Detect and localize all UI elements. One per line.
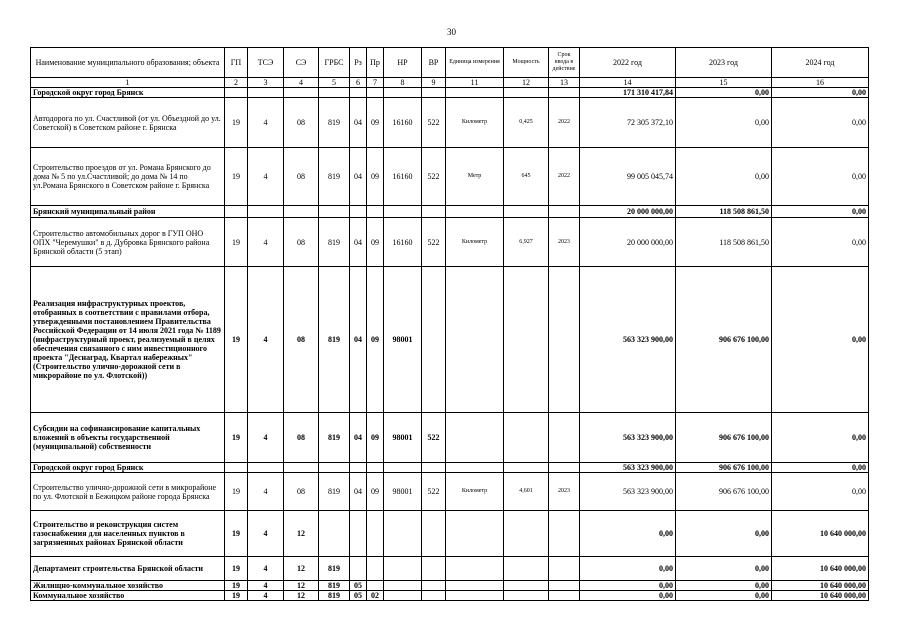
table-row [31, 413, 869, 463]
table-cell: 4 [248, 557, 284, 581]
table-cell [422, 557, 446, 581]
table-cell: 4 [248, 148, 284, 206]
row-name-cell: Городской округ город Брянск [31, 463, 225, 473]
table-cell: 04 [350, 98, 367, 148]
table-cell [422, 267, 446, 413]
table-cell [384, 88, 422, 98]
table-cell [319, 463, 350, 473]
table-cell: 2022 [549, 148, 580, 206]
table-cell: 4,601 [504, 473, 549, 511]
table-cell [446, 463, 504, 473]
table-cell: 906 676 100,00 [676, 267, 772, 413]
row-name-cell: Реализация инфраструктурных проектов, отобранных в соответствии с правилами отбора, утвержденными постановлением Правительства Российской Федерации от 14 июля 2021 года № 1189 (инфраструктурный проект, реализуемый в целях обеспечения связанного с ним инвестиционного проекта "Деснаград, Квартал набережных" (Строительство улично-дорожной сети в микрорайоне по ул. Флотской)) [31, 267, 225, 413]
column-header: Пр [367, 48, 384, 78]
table-cell: 09 [367, 473, 384, 511]
table-cell [422, 463, 446, 473]
table-cell [549, 88, 580, 98]
table-cell: 4 [248, 591, 284, 601]
row-name-cell: Строительство улично-дорожной сети в микрорайоне по ул. Флотской в Бежицком районе города Брянска [31, 473, 225, 511]
column-header: Единица измерения [446, 48, 504, 78]
table-cell [284, 463, 319, 473]
table-cell: 2022 [549, 98, 580, 148]
table-cell [225, 206, 248, 218]
table-cell: 08 [284, 267, 319, 413]
row-name-cell: Автодорога по ул. Счастливой (от ул. Объездной до ул. Советской) в Советском районе г. Брянска [31, 98, 225, 148]
row-name-cell: Жилищно-коммунальное хозяйство [31, 581, 225, 591]
table-cell [367, 206, 384, 218]
table-row [31, 98, 869, 148]
table-cell: 0,00 [772, 473, 869, 511]
table-cell: 10 640 000,00 [772, 591, 869, 601]
table-cell: 522 [422, 473, 446, 511]
table-row [31, 591, 869, 601]
column-header: Срок ввода в действие [549, 48, 580, 78]
column-header: 2022 год [580, 48, 676, 78]
table-cell [446, 511, 504, 557]
table-cell [504, 511, 549, 557]
table-row [31, 267, 869, 413]
table-cell: 08 [284, 218, 319, 267]
column-header: ГРБС [319, 48, 350, 78]
table-cell: 20 000 000,00 [580, 206, 676, 218]
table-cell [319, 511, 350, 557]
table-cell [384, 591, 422, 601]
table-row [31, 557, 869, 581]
table-cell: 19 [225, 148, 248, 206]
table-cell [422, 206, 446, 218]
table-cell: 09 [367, 98, 384, 148]
table-row [31, 148, 869, 206]
column-number: 15 [676, 78, 772, 88]
table-cell: 2023 [549, 218, 580, 267]
table-cell [384, 581, 422, 591]
table-cell [504, 413, 549, 463]
table-cell: 4 [248, 218, 284, 267]
table-cell: 819 [319, 267, 350, 413]
row-name-cell: Строительство автомобильных дорог в ГУП ОНО ОПХ "Черемушки" в д. Дубровка Брянского района Брянской области (5 этап) [31, 218, 225, 267]
table-cell: 10 640 000,00 [772, 511, 869, 557]
table-row [31, 206, 869, 218]
table-cell [504, 463, 549, 473]
table-cell: 819 [319, 591, 350, 601]
table-cell [319, 88, 350, 98]
table-cell: 09 [367, 413, 384, 463]
table-cell: 118 508 861,50 [676, 206, 772, 218]
table-cell [446, 267, 504, 413]
table-cell: 04 [350, 148, 367, 206]
table-cell [384, 511, 422, 557]
table-cell: 522 [422, 413, 446, 463]
table-cell: 98001 [384, 473, 422, 511]
table-cell: 99 005 045,74 [580, 148, 676, 206]
table-cell: 563 323 900,00 [580, 267, 676, 413]
column-number: 8 [384, 78, 422, 88]
table-cell [384, 206, 422, 218]
table-cell: 0,00 [676, 511, 772, 557]
table-cell: 6,927 [504, 218, 549, 267]
column-number: 11 [446, 78, 504, 88]
table-cell [350, 511, 367, 557]
table-cell: 4 [248, 511, 284, 557]
table-cell: 98001 [384, 267, 422, 413]
table-cell: Метр [446, 148, 504, 206]
table-cell: 12 [284, 591, 319, 601]
table-cell: 19 [225, 267, 248, 413]
column-number: 1 [31, 78, 225, 88]
table-cell: 0,00 [676, 98, 772, 148]
table-cell: 819 [319, 473, 350, 511]
table-cell [504, 581, 549, 591]
column-number: 14 [580, 78, 676, 88]
table-cell: 819 [319, 98, 350, 148]
table-cell: 09 [367, 267, 384, 413]
row-name-cell: Брянский муниципальный район [31, 206, 225, 218]
column-number: 13 [549, 78, 580, 88]
table-cell [384, 463, 422, 473]
table-cell: Километр [446, 218, 504, 267]
table-cell: 0,425 [504, 98, 549, 148]
table-cell [549, 206, 580, 218]
table-cell: 819 [319, 148, 350, 206]
table-cell: 16160 [384, 218, 422, 267]
table-cell: 118 508 861,50 [676, 218, 772, 267]
table-cell [284, 88, 319, 98]
column-header: 2023 год [676, 48, 772, 78]
table-cell [248, 88, 284, 98]
table-cell [446, 206, 504, 218]
table-cell [549, 267, 580, 413]
table-cell: 522 [422, 98, 446, 148]
table-cell [446, 88, 504, 98]
table-cell: 09 [367, 148, 384, 206]
table-cell [319, 206, 350, 218]
table-cell: 0,00 [580, 591, 676, 601]
table-cell: 08 [284, 148, 319, 206]
table-row [31, 218, 869, 267]
table-cell: 10 640 000,00 [772, 581, 869, 591]
table-cell [248, 206, 284, 218]
column-number: 16 [772, 78, 869, 88]
table-cell [504, 267, 549, 413]
table-cell: 0,00 [772, 218, 869, 267]
column-number: 5 [319, 78, 350, 88]
column-header: Рз [350, 48, 367, 78]
column-header: Наименование муниципального образования; объекта [31, 48, 225, 78]
table-body [31, 88, 869, 601]
table-cell: 08 [284, 413, 319, 463]
table-cell: 19 [225, 98, 248, 148]
table-cell: 0,00 [580, 511, 676, 557]
table-cell: 05 [350, 581, 367, 591]
column-number: 3 [248, 78, 284, 88]
table-cell: 19 [225, 557, 248, 581]
table-cell: 19 [225, 591, 248, 601]
table-cell: 819 [319, 557, 350, 581]
table-cell: 12 [284, 511, 319, 557]
table-cell: 0,00 [772, 267, 869, 413]
table-cell: 19 [225, 473, 248, 511]
table-cell: 4 [248, 267, 284, 413]
table-cell: 04 [350, 473, 367, 511]
table-cell [446, 581, 504, 591]
table-cell: 2023 [549, 473, 580, 511]
table-cell [350, 463, 367, 473]
table-cell: Километр [446, 473, 504, 511]
row-name-cell: Городской округ город Брянск [31, 88, 225, 98]
column-header: ГП [225, 48, 248, 78]
column-header: ВР [422, 48, 446, 78]
table-cell [549, 463, 580, 473]
column-header: СЭ [284, 48, 319, 78]
table-cell: 04 [350, 413, 367, 463]
column-number: 9 [422, 78, 446, 88]
table-cell: 4 [248, 413, 284, 463]
table-cell [422, 511, 446, 557]
table-cell: 0,00 [676, 148, 772, 206]
table-cell: 12 [284, 581, 319, 591]
table-cell [504, 557, 549, 581]
table-cell: 09 [367, 218, 384, 267]
column-number: 2 [225, 78, 248, 88]
table-row [31, 511, 869, 557]
table-cell [367, 88, 384, 98]
column-number: 7 [367, 78, 384, 88]
table-cell: 0,00 [772, 206, 869, 218]
column-header: ТСЭ [248, 48, 284, 78]
table-cell: 0,00 [772, 413, 869, 463]
table-cell [350, 557, 367, 581]
table-cell: 0,00 [772, 98, 869, 148]
table-cell [549, 581, 580, 591]
column-number: 4 [284, 78, 319, 88]
table-cell: 819 [319, 218, 350, 267]
column-header: 2024 год [772, 48, 869, 78]
budget-table [30, 47, 869, 601]
table-cell: 05 [350, 591, 367, 601]
table-cell: 563 323 900,00 [580, 463, 676, 473]
table-cell: 0,00 [580, 557, 676, 581]
table-cell: 19 [225, 581, 248, 591]
column-header: НР [384, 48, 422, 78]
column-number: 12 [504, 78, 549, 88]
table-cell: 02 [367, 591, 384, 601]
table-cell: 563 323 900,00 [580, 413, 676, 463]
table-cell: 819 [319, 581, 350, 591]
table-cell: 4 [248, 473, 284, 511]
table-cell: 04 [350, 218, 367, 267]
table-cell: 0,00 [676, 591, 772, 601]
table-cell: 08 [284, 473, 319, 511]
table-cell: 0,00 [772, 148, 869, 206]
table-row [31, 581, 869, 591]
table-cell: 19 [225, 511, 248, 557]
row-name-cell: Субсидии на софинансирование капитальных вложений в объекты государственной (муниципальной) собственности [31, 413, 225, 463]
table-cell: 16160 [384, 98, 422, 148]
table-cell [446, 413, 504, 463]
table-cell: 12 [284, 557, 319, 581]
table-cell [367, 557, 384, 581]
table-cell [549, 557, 580, 581]
table-cell [367, 463, 384, 473]
table-cell [422, 591, 446, 601]
table-cell: 522 [422, 148, 446, 206]
table-row [31, 473, 869, 511]
table-cell: 0,00 [580, 581, 676, 591]
table-cell: 645 [504, 148, 549, 206]
table-cell [504, 88, 549, 98]
table-cell: 4 [248, 98, 284, 148]
table-cell: 906 676 100,00 [676, 413, 772, 463]
table-cell: 0,00 [772, 463, 869, 473]
table-cell [422, 581, 446, 591]
table-cell [549, 413, 580, 463]
table-cell [248, 463, 284, 473]
table-cell: 16160 [384, 148, 422, 206]
table-cell: 522 [422, 218, 446, 267]
table-cell [384, 557, 422, 581]
header-row [31, 48, 869, 78]
table-cell: 10 640 000,00 [772, 557, 869, 581]
table-row [31, 463, 869, 473]
table-cell: 906 676 100,00 [676, 463, 772, 473]
row-name-cell: Коммунальное хозяйство [31, 591, 225, 601]
table-cell [284, 206, 319, 218]
table-cell: 563 323 900,00 [580, 473, 676, 511]
table-cell: 906 676 100,00 [676, 473, 772, 511]
row-name-cell: Строительство и реконструкция систем газоснабжения для населенных пунктов в загрязненных районах Брянской области [31, 511, 225, 557]
table-cell [446, 557, 504, 581]
table-cell [422, 88, 446, 98]
column-numbers-row [31, 78, 869, 88]
table-cell: 0,00 [676, 581, 772, 591]
column-header: Мощность [504, 48, 549, 78]
table-cell [367, 581, 384, 591]
table-cell: 04 [350, 267, 367, 413]
table-cell [549, 511, 580, 557]
table-cell [446, 591, 504, 601]
table-cell: 171 310 417,84 [580, 88, 676, 98]
table-cell [549, 591, 580, 601]
table-cell: 98001 [384, 413, 422, 463]
table-cell: 20 000 000,00 [580, 218, 676, 267]
page-number: 30 [447, 27, 456, 37]
table-cell [504, 591, 549, 601]
table-cell [225, 88, 248, 98]
table-cell [225, 463, 248, 473]
column-number: 6 [350, 78, 367, 88]
table-cell [367, 511, 384, 557]
table-cell [350, 206, 367, 218]
table-cell [504, 206, 549, 218]
row-name-cell: Департамент строительства Брянской области [31, 557, 225, 581]
row-name-cell: Строительство проездов от ул. Романа Брянского до дома № 5 по ул.Счастливой; до дома № 14 по ул.Романа Брянского в Советском районе г. Брянска [31, 148, 225, 206]
table-cell [350, 88, 367, 98]
table-cell: 72 305 372,10 [580, 98, 676, 148]
table-cell: 0,00 [676, 88, 772, 98]
table-cell: 08 [284, 98, 319, 148]
table-cell: 819 [319, 413, 350, 463]
table-cell: 4 [248, 581, 284, 591]
table-row [31, 88, 869, 98]
table-cell: 19 [225, 413, 248, 463]
table-cell: 19 [225, 218, 248, 267]
table-cell: 0,00 [772, 88, 869, 98]
table-cell: Километр [446, 98, 504, 148]
table-cell: 0,00 [676, 557, 772, 581]
